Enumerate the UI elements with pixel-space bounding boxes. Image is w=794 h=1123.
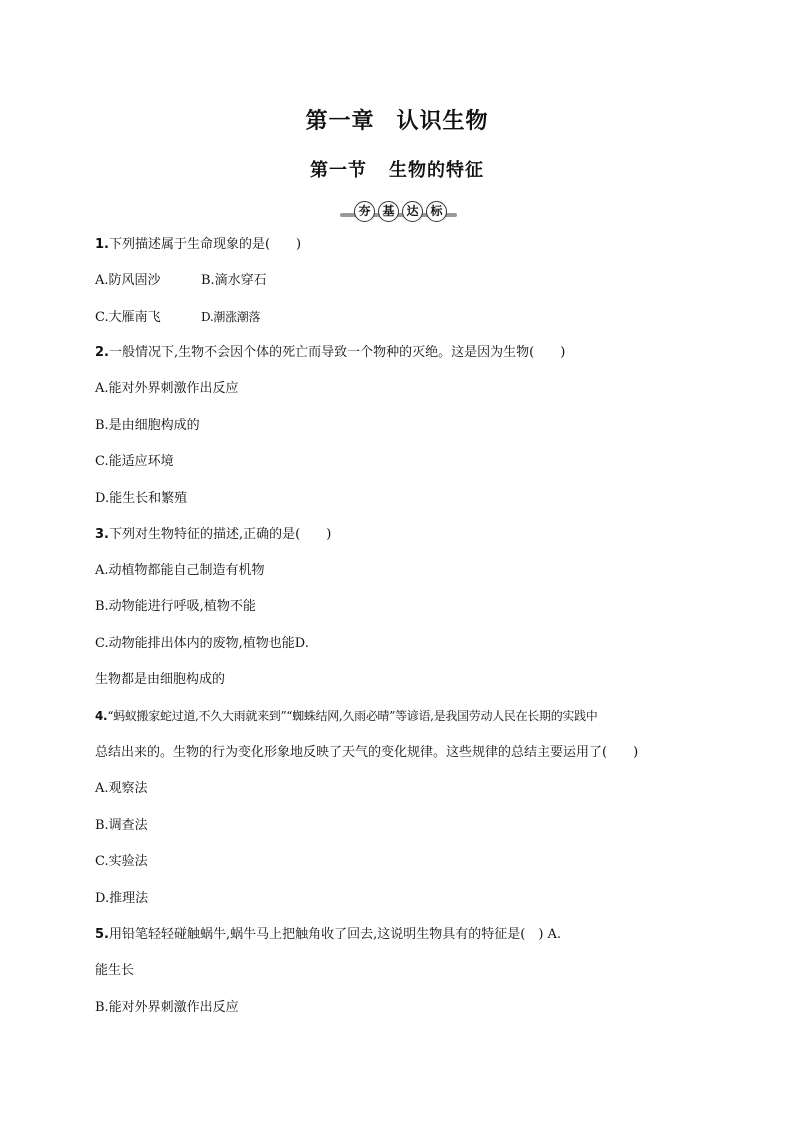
option: C.大雁南飞 xyxy=(95,310,161,325)
chapter-name: 认识生物 xyxy=(396,109,489,134)
option: C.动物能排出体内的废物,植物也能D. xyxy=(95,636,309,651)
option: B.滴水穿石 xyxy=(201,273,267,288)
option: A.动植物都能自己制造有机物 xyxy=(95,563,265,578)
section-banner xyxy=(340,201,457,221)
question-number: 5. xyxy=(95,927,109,942)
option: D.推理法 xyxy=(95,891,149,906)
chapter-label: 第一章 xyxy=(305,109,375,134)
option-continuation: 生物都是由细胞构成的 xyxy=(95,672,226,687)
option: B.能对外界刺激作出反应 xyxy=(95,1000,239,1015)
question-text: “蚂蚁搬家蛇过道,不久大雨就来到”“蜘蛛结网,久雨必晴”等谚语,是我国劳动人民在长期的实践中 xyxy=(107,709,598,723)
question-text-continuation: 总结出来的。生物的行为变化形象地反映了天气的变化规律。这些规律的总结主要运用了( ) xyxy=(95,745,639,760)
option: B.调查法 xyxy=(95,818,148,833)
question-text: 一般情况下,生物不会因个体的死亡而导致一个物种的灭绝。这是因为生物( ) xyxy=(108,345,566,360)
question-3 xyxy=(95,526,331,544)
option: B.是由细胞构成的 xyxy=(95,418,200,433)
question-2 xyxy=(95,344,565,362)
option: A.能对外界刺激作出反应 xyxy=(95,381,239,396)
options-row xyxy=(95,272,267,290)
question-number: 4. xyxy=(95,709,108,723)
banner-char: 夯 xyxy=(354,201,375,222)
option: B.动物能进行呼吸,植物不能 xyxy=(95,599,256,614)
banner-char: 标 xyxy=(426,201,447,222)
section-name: 生物的特征 xyxy=(389,160,484,181)
question-number: 3. xyxy=(95,527,109,542)
option-continuation: 能生长 xyxy=(95,963,135,978)
option: C.实验法 xyxy=(95,854,148,869)
section-title xyxy=(0,156,794,182)
option: D.潮涨潮落 xyxy=(201,310,261,324)
option: D.能生长和繁殖 xyxy=(95,491,188,506)
question-number: 2. xyxy=(95,345,109,360)
question-number: 1. xyxy=(95,237,109,252)
banner-char: 达 xyxy=(402,201,423,222)
options-row xyxy=(95,308,260,327)
question-4 xyxy=(95,707,598,725)
question-5 xyxy=(95,926,561,944)
section-label: 第一节 xyxy=(310,160,367,181)
option: A.观察法 xyxy=(95,781,148,796)
option: C.能适应环境 xyxy=(95,454,174,469)
question-text: 下列对生物特征的描述,正确的是( ) xyxy=(108,527,332,542)
question-1 xyxy=(95,236,301,254)
option: A.防风固沙 xyxy=(95,273,161,288)
question-text: 用铅笔轻轻碰触蜗牛,蜗牛马上把触角收了回去,这说明生物具有的特征是( ) A. xyxy=(108,927,562,942)
chapter-title xyxy=(0,104,794,135)
banner-char: 基 xyxy=(378,201,399,222)
question-text: 下列描述属于生命现象的是( ) xyxy=(108,237,302,252)
